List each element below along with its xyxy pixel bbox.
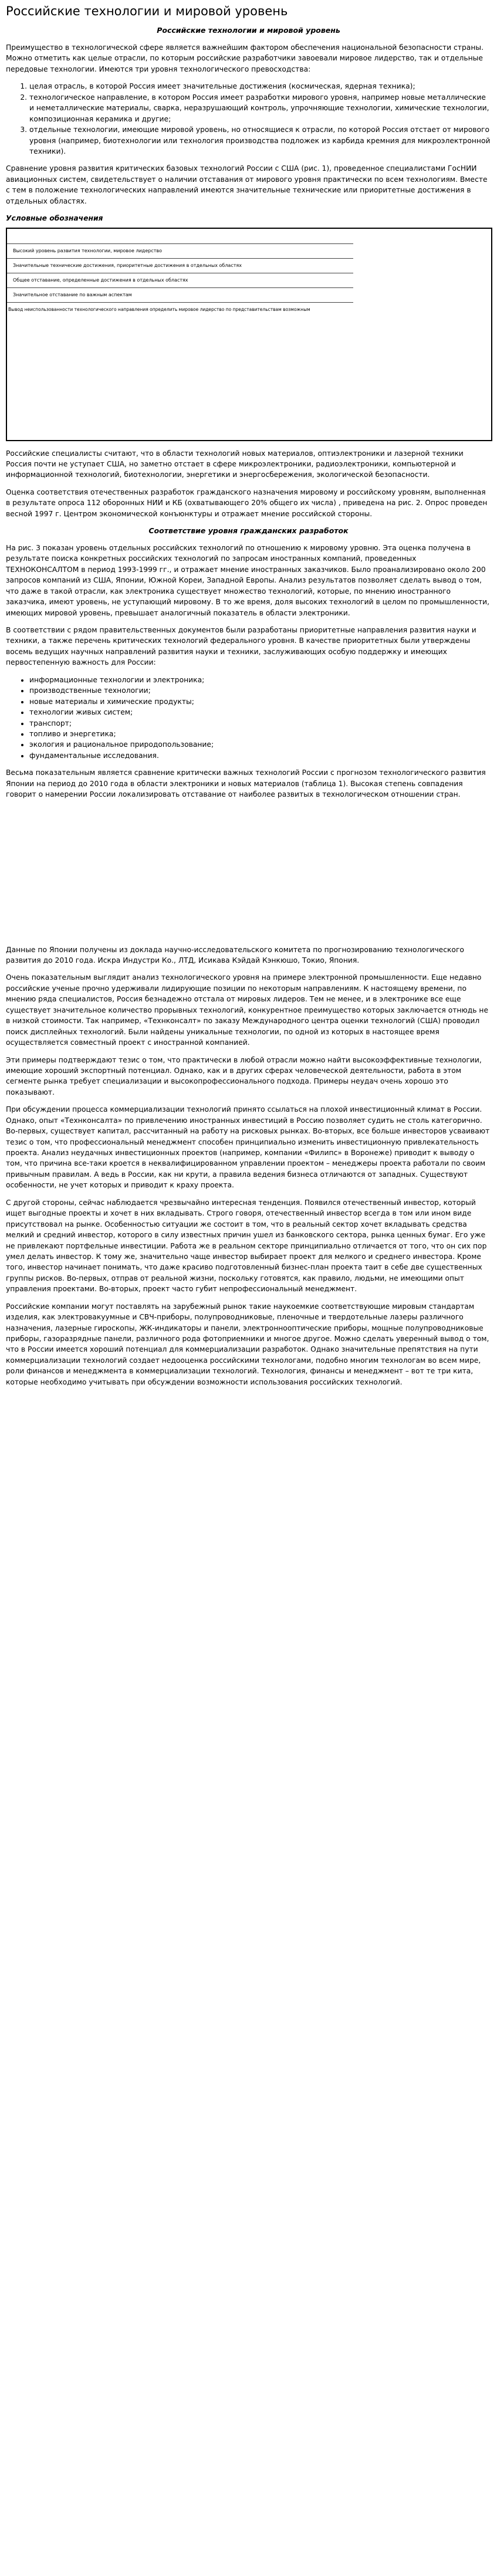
legend-row: Высокий уровень развития технологии, мировое лидерство: [7, 244, 353, 259]
list-item: 3. отдельные технологии, имеющие мировой уровень, но относящиеся к отрасли, по которой Россия отстает от мирового уровня (например, биотехнологии или технология производства подложек из карбида кремния для микроэлектронной техники).: [29, 124, 491, 157]
legend-rows: [7, 243, 353, 317]
list-item: • транспорт;: [29, 718, 491, 729]
paragraph-comparison: Сравнение уровня развития критических базовых технологий России с США (рис. 1), проведенное специалистами ГосНИИ авиационных систем, свидетельствует о наличии отставания от мирового уровня практически по всем технологиям. Вместе с тем в положение технологических направлений имеются значительные технические или приоритетные достижения в отдельных областях.: [6, 164, 488, 205]
levels-list: [6, 81, 491, 157]
paragraph-priorities: В соответствии с рядом правительственных документов были разработаны приоритетные направления развития науки и техники, а также перечень критических технологий федерального уровня. В качестве приоритетных были утверждены восемь ведущих научных направлений развития науки и техники, заслуживающих особую поддержку и имеющих первостепенную важность для России:: [6, 626, 476, 667]
legend-figure: [6, 228, 492, 441]
paragraph-investor: С другой стороны, сейчас наблюдается чрезвычайно интересная тенденция. Появился отечественный инвестор, который ищет выгодные проекты и хочет в них вкладывать. Строго говоря, отечественный инвестор всегда в том или ином виде присутствовал на рынке. Особенностью ситуации же состоит в том, что в реальный сектор хочет вкладывать средства мелкий и средний инвестор, которого в силу известных причин ушел из банковского сектора, рынка ценных бумаг. Его уже не привлекают портфельные инвестиции. Работа же в реальном секторе принципиально отличается от того, что он сих пор умел делать инвестор. К тому же, значительно чаще инвестор выбирает проект для мелкого и среднего инвестора. Кроме того, инвестор начинает понимать, что даже красиво подготовленный бизнес-план проекта таит в себе две существенных группы рисков. Во-первых, отправ от реальной жизни, поскольку готовятся, как правило, людьми, не имеющими опыт управления проектами. Во-вторых, проект часто губит непрофессиональный менеджмент.: [6, 1198, 487, 1294]
priorities-list: [6, 675, 491, 761]
legend-row: Значительные технические достижения, приоритетные достижения в отдельных областях: [7, 259, 353, 273]
section-subtitle-civil: Соответствие уровня гражданских разработок: [148, 526, 349, 536]
paragraph-electronics: Очень показательным выглядит анализ технологического уровня на примере электронной промышленности. Еще недавно российские ученые прочно удерживали лидирующие позиции по некоторым направлениям. К настоящему времени, по мнению ряда специалистов, Россия безнадежно отстала от мировых лидеров. Тем не менее, и в электронике все еще существует значительное количество прорывных технологий, конкурентное преимущество которых заключается отнюдь не в низкой стоимости. Так например, «Технконсалт» по заказу Международного центра оценки технологий (США) проводил поиск дисплейных технологий. Были найдены уникальные технологии, по одной из которых в настоящее время осуществляется совместный проект с иностранной компанией.: [6, 973, 489, 1047]
legend-row: Общее отставание, определенные достижения в отдельных областях: [7, 273, 353, 288]
list-item: • информационные технологии и электроника;: [29, 675, 491, 685]
list-item: • топливо и энергетика;: [29, 729, 491, 739]
paragraph-investment: При обсуждении процесса коммерциализации технологий принято ссылаться на плохой инвестиционный климат в России. Однако, опыт «Технконсалта» по привлечению иностранных инвестиций в Россию позволяет судить не столь категорично. Во-первых, существует капитал, рассчитанный на работу на рисковых рынках. Во-вторых, все больше инвесторов усваивают тезис о том, что профессиональный менеджмент способен принципиально изменить инвестиционную привлекательность проекта. Анализ неудачных инвестиционных проектов (например, компании «Филипс» в Воронеже) приводит к выводу о том, что причина все-таки кроется в неквалифицированном управлении проектом – менеджеры проекта работали по своим привычным правилам. А ведь в России, как ни крути, а правила ведения бизнеса отличаются от западных. Существуют особенности, не учет которых и приводит к краху проекта.: [6, 1105, 490, 1190]
section-subtitle: Российские технологии и мировой уровень: [157, 26, 340, 35]
paragraph-japan-comparison: Весьма показательным является сравнение критически важных технологий России с прогнозом технологического развития Японии на период до 2010 года в области электроники и новых материалов (таблица 1). Высокая степень совпадения говорит о намерении России локализировать отставание от наиболее развитых в технологическом отношении стран.: [6, 769, 486, 799]
legend-title: Условные обозначения: [6, 214, 103, 223]
list-item: • производственные технологии;: [29, 685, 491, 696]
list-item: 2. технологическое направление, в котором Россия имеет разработки мирового уровня, например новые металлические и неметаллические материалы, сварка, неразрушающий контроль, упрочняющие технологии, химические технологии, композиционная керамика и другие;: [29, 92, 491, 124]
paragraph-specialists: Российские специалисты считают, что в области технологий новых материалов, оптиэлектроники и лазерной техники Россия почти не уступает США, но заметно отстает в сфере микроэлектроники, радиоэлектроники, компьютерной и информационной технологий, биотехнологии, энергетики и энергосбережения, экологической безопасности.: [6, 449, 464, 479]
paragraph-intro: Преимущество в технологической сфере является важнейшим фактором обеспечения национальной безопасности страны. Можно отметить как целые отрасли, по которым российские разработчики завоевали мировое лидерство, так и отдельные передовые технологии. Имеются три уровня технологического превосходства:: [6, 43, 484, 73]
paragraph-japan-source: Данные по Японии получены из доклада научно-исследовательского комитета по прогнозированию технологического развития до 2010 года. Искра Индустри Ко., ЛТД, Исикава Кэйдай Кэнкюшо, Токио, Япония.: [6, 945, 464, 965]
paragraph-examples: Эти примеры подтверждают тезис о том, что практически в любой отрасли можно найти высокоэффективные технологии, имеющие хороший экспортный потенциал. Однако, как и в других сферах человеческой деятельности, работа в этом сегменте рынка требует специализации и высокопрофессионального подхода. Примеры неудач очень хорошо это показывают.: [6, 1055, 482, 1096]
paragraph-export: Российские компании могут поставлять на зарубежный рынок такие наукоемкие соответствующие мировым стандартам изделия, как электровакуумные и СВЧ-приборы, полупроводниковые, пленочные и твердотельные лазеры различного назначения, лазерные гироскопы, ЖК-индикаторы и панели, электроннооптические приборы, мощные полупроводниковые приборы, газоразрядные панели, различного рода фотоприемники и многое другое. Можно сделать уверенный вывод о том, что в России имеется хороший потенциал для коммерциализации разработок. Однако значительные препятствия на пути коммерциализации технологий создает недооценка российскими технологами, подобно многим технологам во всем мире, роли финансов и менеджмента в коммерциализации технологий. Технология, финансы и менеджмент – вот те три кита, которые необходимо учитывать при обсуждении возможности использования российских технологий.: [6, 1302, 489, 1386]
paragraph-figure3: На рис. 3 показан уровень отдельных российских технологий по отношению к мировому уровню. Эта оценка получена в результате поиска конкретных российских технологий по запросам иностранных компаний, проведенных ТЕХНОКОНСАЛТОМ в период 1993-1999 гг., и отражает мнение иностранных заказчиков. Было проанализировано около 200 запросов компаний из США, Японии, Южной Кореи, Западной Европы. Анализ результатов позволяет сделать вывод о том, что даже в такой отрасли, как электроника существует множество технологий, которые, по мнению иностранного заказчика, имеют уровень, не уступающий мировому. В то же время, доля высоких технологий в целом по промышленности, имеющих мировой уровень, превышает аналогичный показатель в области электроники.: [6, 543, 490, 617]
paragraph-assessment: Оценка соответствия отечественных разработок гражданского назначения мировому и российскому уровням, выполненная в результате опроса 112 оборонных НИИ и КБ (охватывающего 20% общего их числа) , приведена на рис. 2. Опрос проведен весной 1997 г. Центром экономической конъюнктуры и отражает мнение российской стороны.: [6, 488, 488, 518]
list-item: • фундаментальные исследования.: [29, 750, 491, 761]
legend-row: Значительное отставание по важным аспектам: [7, 288, 353, 303]
list-item: 1. целая отрасль, в которой Россия имеет значительные достижения (космическая, ядерная техника);: [29, 81, 491, 92]
list-item: • технологии живых систем;: [29, 707, 491, 717]
list-item: • экология и рациональное природопользование;: [29, 739, 491, 750]
list-item: • новые материалы и химические продукты;: [29, 696, 491, 707]
page-title: Российские технологии и мировой уровень: [6, 4, 288, 18]
table-placeholder: [6, 807, 491, 945]
legend-row: Вывод неиспользованности технологического направления определить мировое лидерство по представительствам возможным: [8, 306, 310, 312]
